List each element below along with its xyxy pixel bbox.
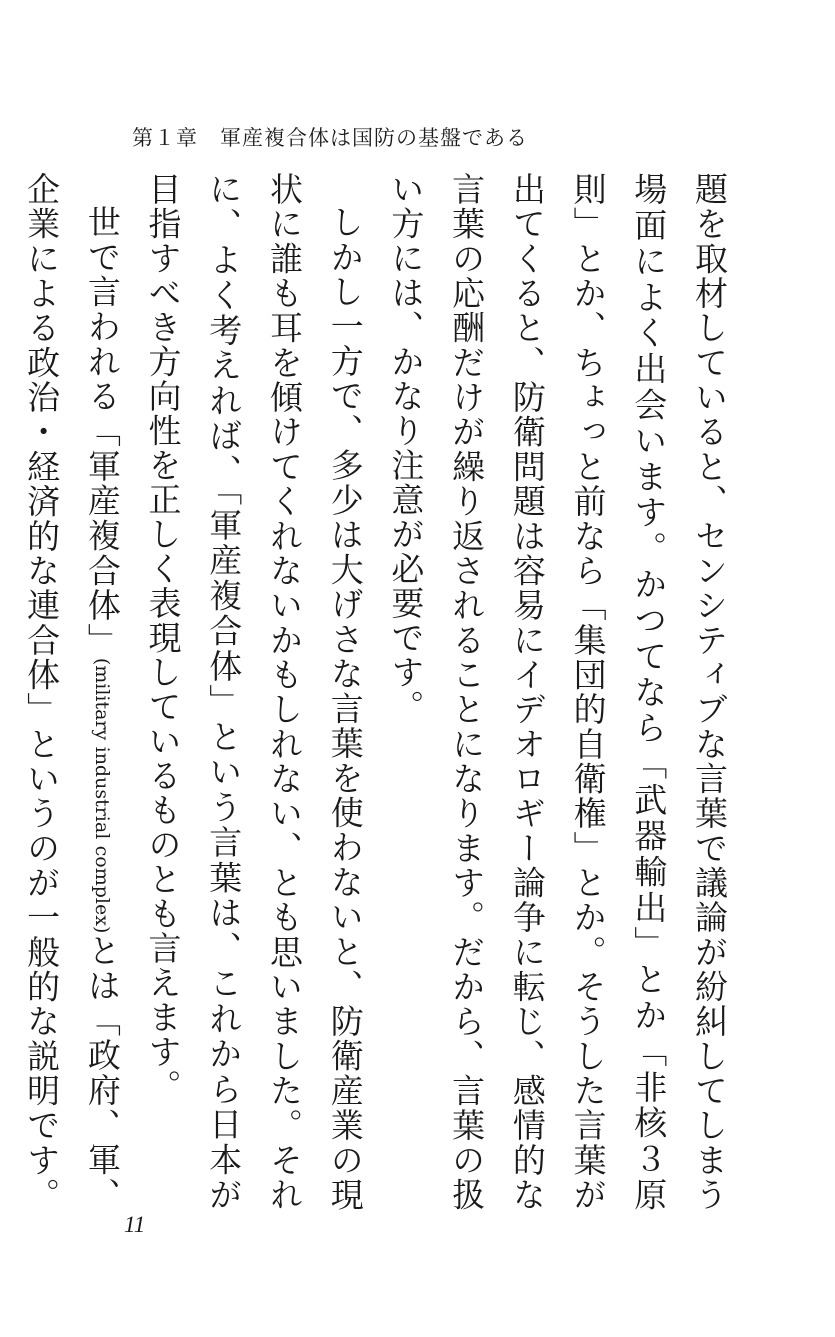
running-head xyxy=(132,122,528,152)
body-text xyxy=(22,172,739,1213)
latin-gloss: (military industrial complex) xyxy=(90,657,113,934)
paragraph-text: 世で言われる「軍産複合体」 xyxy=(82,205,122,658)
chapter-title: 軍産複合体は国防の基盤である xyxy=(220,126,528,150)
paragraph: 題を取材していると、センシティブな言葉で議論が紛糾してしまう場面によく出会います。かつてなら「武器輸出」とか「非核３原則」とか、ちょっと前なら「集団的自衛権」とか。そうした言葉が出てくると、防衛問題は容易にイデオロギー論争に転じ、感情的な言葉の応酬だけが繰り返されることになります。だから、言葉の扱い方には、かなり注意が必要です。 xyxy=(386,172,729,1212)
paragraph-text: とは「政府、軍、企業による政治・経済的な連合体」というのが一般的な説明です。 xyxy=(22,172,122,1213)
paragraph xyxy=(0,172,132,1212)
chapter-number: 第１章 xyxy=(132,126,198,150)
paragraph: しかし一方で、多少は大げさな言葉を使わないと、防衛産業の現状に誰も耳を傾けてくれないかもしれない、とも思いました。それに、よく考えれば、「軍産複合体」という言葉は、これから日本が目指すべき方向性を正しく表現しているものとも言えます。 xyxy=(143,172,365,1212)
page-number: 11 xyxy=(124,1212,146,1237)
